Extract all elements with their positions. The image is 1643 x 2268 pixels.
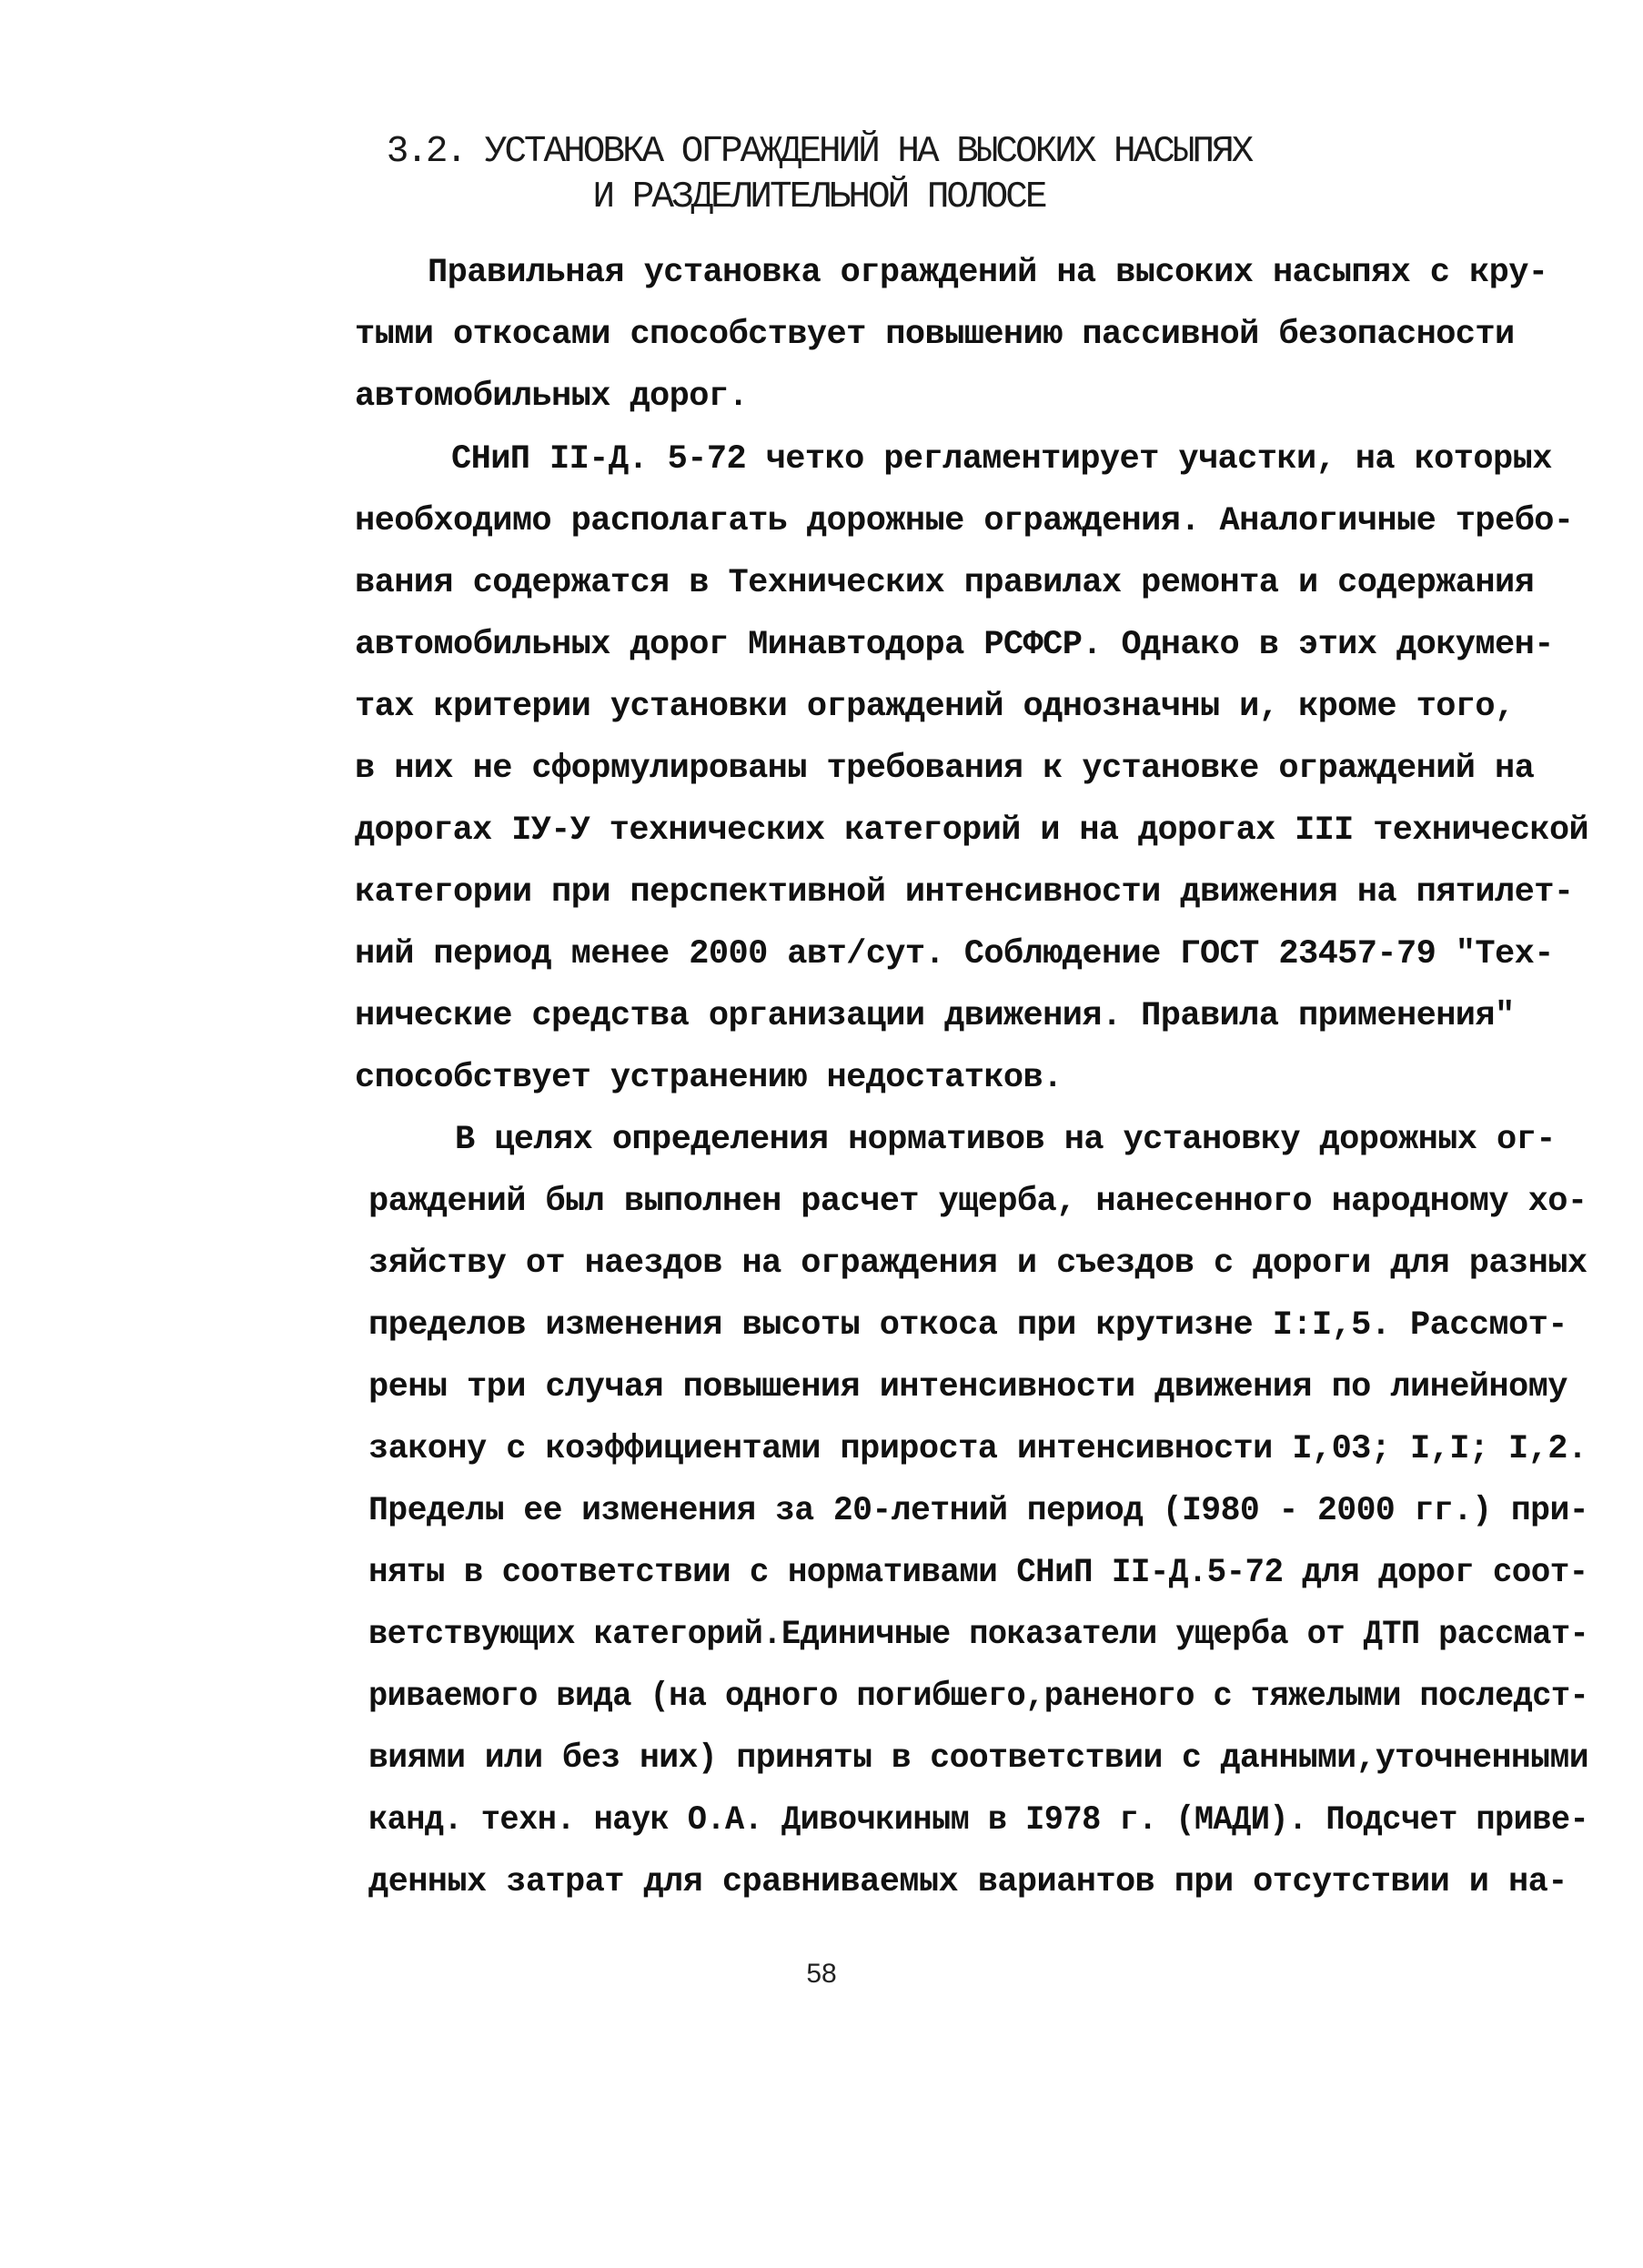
paragraph-1-line-2: тыми откосами способствует повышению пассивной безопасности bbox=[355, 316, 1515, 354]
paragraph-2-line-3: вания содержатся в Технических правилах ремонта и содержания bbox=[355, 564, 1535, 602]
paragraph-2-line-2: необходимо располагать дорожные ограждения. Аналогичные требо- bbox=[355, 502, 1574, 540]
paragraph-3-line-7: Пределы ее изменения за 20-летний период (I980 - 2000 гг.) при- bbox=[368, 1492, 1589, 1530]
paragraph-2-line-10: нические средства организации движения. Правила применения" bbox=[355, 997, 1515, 1035]
paragraph-3-line-11: виями или без них) приняты в соответствии с данными,уточненными bbox=[368, 1739, 1589, 1778]
paragraph-2-line-5: тах критерии установки ограждений однозначны и, кроме того, bbox=[355, 688, 1515, 726]
paragraph-3-line-2: раждений был выполнен расчет ущерба, нанесенного народному хо- bbox=[368, 1183, 1588, 1221]
paragraph-3-line-4: пределов изменения высоты откоса при крутизне I:I,5. Рассмот- bbox=[368, 1306, 1567, 1345]
paragraph-3-line-5: рены три случая повышения интенсивности движения по линейному bbox=[368, 1368, 1567, 1406]
paragraph-3-line-10: риваемого вида (на одного погибшего,раненого с тяжелыми последст- bbox=[368, 1678, 1589, 1716]
paragraph-3-line-13: денных затрат для сравниваемых вариантов при отсутствии и на- bbox=[368, 1863, 1567, 1901]
paragraph-2-line-9: ний период менее 2000 авт/сут. Соблюдение ГОСТ 23457-79 "Тех- bbox=[355, 935, 1554, 973]
paragraph-3-line-12: канд. техн. наук О.А. Дивочкиным в I978 г. (МАДИ). Подсчет приве- bbox=[368, 1801, 1589, 1840]
paragraph-3-line-6: закону с коэффициентами прироста интенсивности I,03; I,I; I,2. bbox=[368, 1430, 1588, 1468]
section-title-line-2: И РАЗДЕЛИТЕЛЬНОЙ ПОЛОСЕ bbox=[592, 176, 1045, 218]
section-title-line-1: 3.2. УСТАНОВКА ОГРАЖДЕНИЙ НА ВЫСОКИХ НАСЫПЯХ bbox=[386, 131, 1252, 173]
paragraph-2-line-8: категории при перспективной интенсивности движения на пятилет- bbox=[355, 873, 1574, 912]
paragraph-1-line-1: Правильная установка ограждений на высоких насыпях с кру- bbox=[428, 254, 1548, 292]
paragraph-3-line-8: няты в соответствии с нормативами СНиП II-Д.5-72 для дорог соот- bbox=[368, 1554, 1588, 1592]
paragraph-3-line-9: ветствующих категорий.Единичные показатели ущерба от ДТП рассмат- bbox=[368, 1616, 1589, 1654]
paragraph-3-line-1: В целях определения нормативов на установку дорожных ог- bbox=[455, 1121, 1556, 1159]
paragraph-2-line-7: дорогах IУ-У технических категорий и на дорогах III технической bbox=[355, 811, 1588, 850]
paragraph-2-line-11: способствует устранению недостатков. bbox=[355, 1059, 1063, 1097]
paragraph-2-line-6: в них не сформулированы требования к установке ограждений на bbox=[355, 750, 1535, 788]
paragraph-2-line-4: автомобильных дорог Минавтодора РСФСР. Однако в этих докумен- bbox=[355, 626, 1554, 664]
paragraph-2-line-1: СНиП II-Д. 5-72 четко регламентирует участки, на которых bbox=[451, 440, 1552, 479]
paragraph-3-line-3: зяйству от наездов на ограждения и съездов с дороги для разных bbox=[368, 1245, 1588, 1283]
paragraph-1-line-3: автомобильных дорог. bbox=[355, 378, 749, 416]
page-number: 58 bbox=[806, 1959, 837, 1989]
